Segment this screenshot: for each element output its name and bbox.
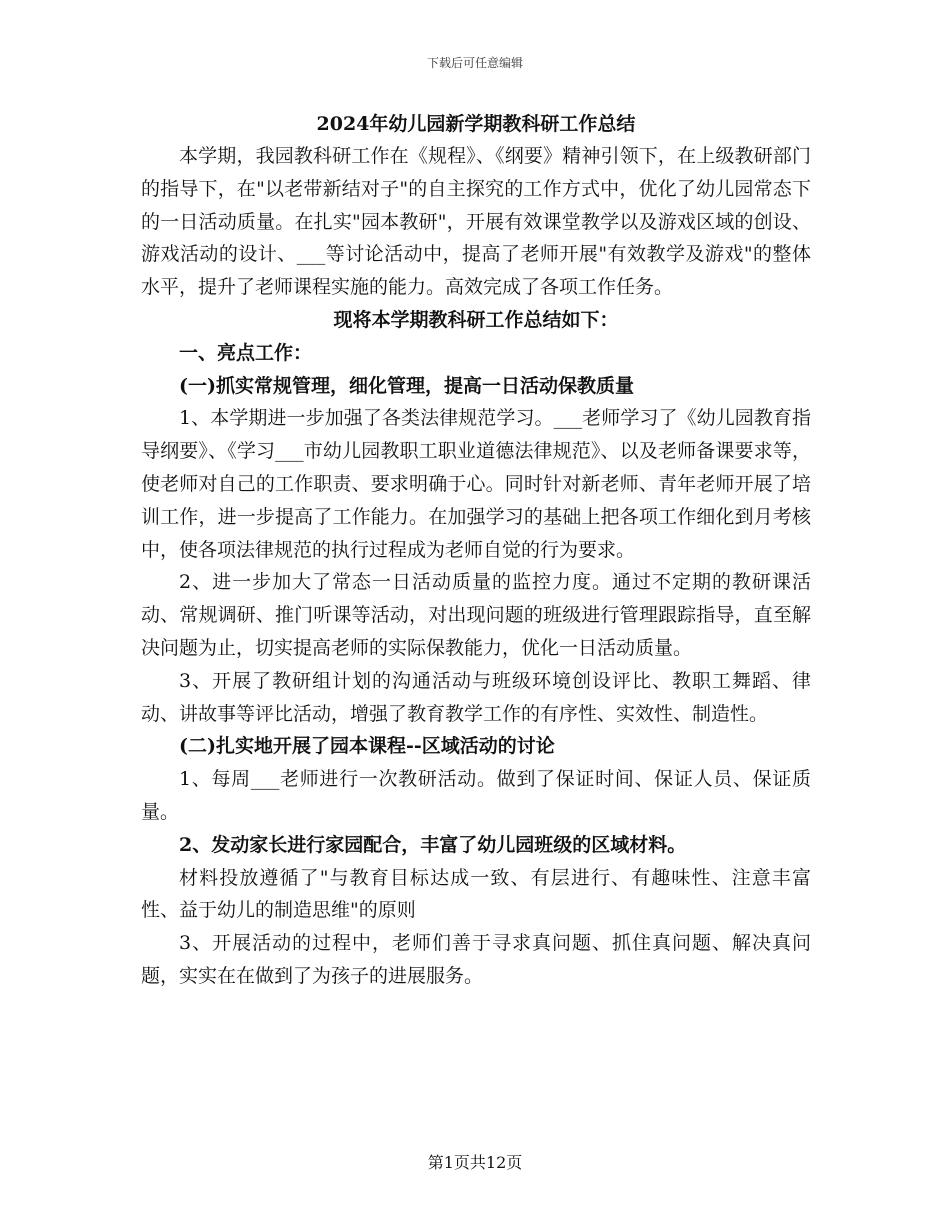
subsection-1-item-1: 1、本学期进一步加强了各类法律规范学习。___老师学习了《幼儿园教育指导纲要》、《学习___市幼儿园教职工职业道德法律规范》、以及老师备课要求等，使老师对自己的工作职责、要求明确于心。同时针对新老师、青年老师开展了培训工作，进一步提高了工作能力。在加强学习的基础上把各项工作细化到月考核中，使各项法律规范的执行过程成为老师自觉的行为要求。 xyxy=(141,407,811,561)
header-note: 下载后可任意编辑 xyxy=(426,56,523,70)
summary-heading: 现将本学期教科研工作总结如下： xyxy=(333,308,619,331)
intro-paragraph: 本学期，我园教科研工作在《规程》、《纲要》精神引领下，在上级教研部门的指导下，在"以老带新结对子"的自主探究的工作方式中，优化了幼儿园常态下的一日活动质量。在扎实"园本教研"，开展有效课堂教学以及游戏区域的创设、游戏活动的设计、___等讨论活动中，提高了老师开展"有效教学及游戏"的整体水平，提升了老师课程实施的能力。高效完成了各项工作任务。 xyxy=(141,145,811,299)
subsection-2-item-2-body: 材料投放遵循了"与教育目标达成一致、有层进行、有趣味性、注意丰富性、益于幼儿的制造思维"的原则 xyxy=(141,866,811,922)
subsection-2-item-1: 1、每周___老师进行一次教研活动。做到了保证时间、保证人员、保证质量。 xyxy=(141,768,811,823)
subsection-1-item-3: 3、开展了教研组计划的沟通活动与班级环境创设评比、教职工舞蹈、律动、讲故事等评比活动，增强了教育教学工作的有序性、实效性、制造性。 xyxy=(141,669,811,725)
subsection-2-heading: (二)扎实地开展了园本课程--区域活动的讨论 xyxy=(179,735,555,758)
section-1-heading: 一、亮点工作： xyxy=(179,341,313,364)
subsection-2-item-3: 3、开展活动的过程中，老师们善于寻求真问题、抓住真问题、解决真问题，实实在在做到了为孩子的进展服务。 xyxy=(141,932,811,987)
page-footer: 第1页共12页 xyxy=(427,1153,523,1172)
subsection-1-heading: (一)抓实常规管理，细化管理，提高一日活动保教质量 xyxy=(179,374,634,397)
document-body xyxy=(141,108,811,993)
subsection-2-item-2-heading: 2、发动家长进行家园配合，丰富了幼儿园班级的区域材料。 xyxy=(179,833,687,856)
subsection-1-item-2: 2、进一步加大了常态一日活动质量的监控力度。通过不定期的教研课活动、常规调研、推门听课等活动，对出现问题的班级进行管理跟踪指导，直至解决问题为止，切实提高老师的实际保教能力，优化一日活动质量。 xyxy=(141,571,811,659)
document-title: 2024年幼儿园新学期教科研工作总结 xyxy=(316,113,636,135)
